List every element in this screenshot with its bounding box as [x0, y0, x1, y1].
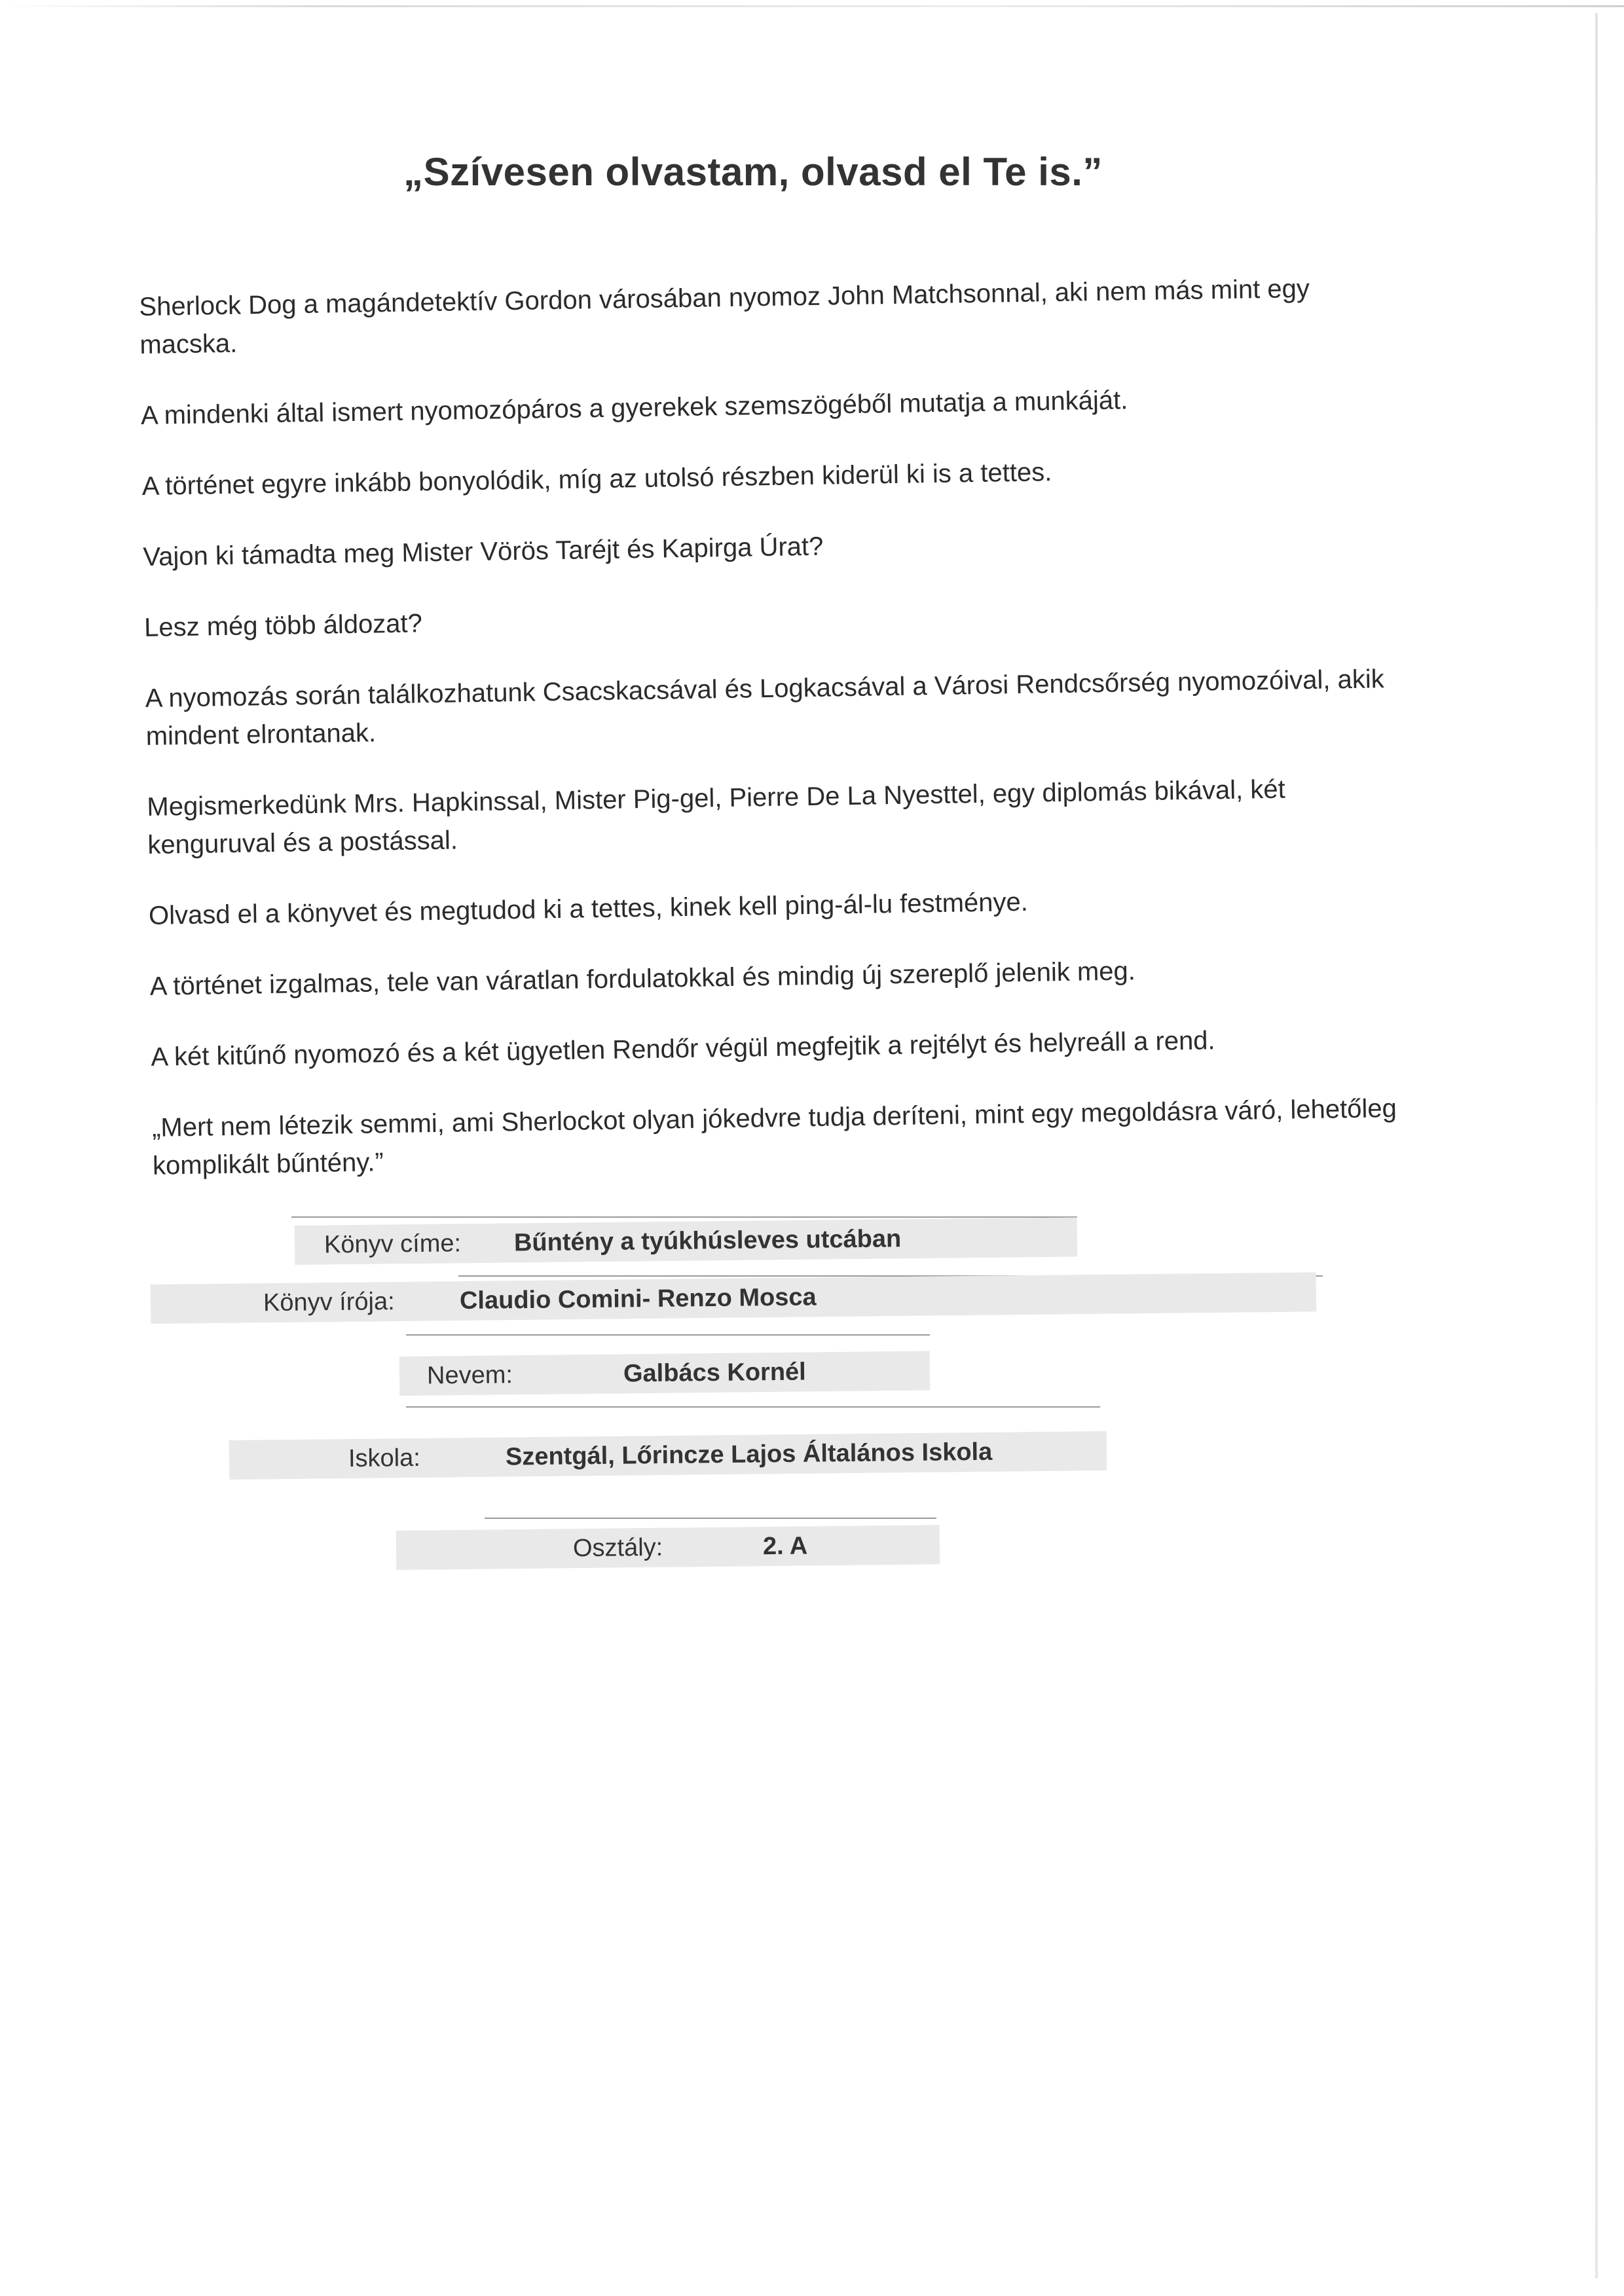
paragraph: Olvasd el a könyvet és megtudod ki a tettes, kinek kell ping-ál-lu festménye.	[148, 887, 1029, 930]
paragraph: A nyomozás során találkozhatunk Csacskacsával és Logkacsával a Városi Rendcsőrség nyomozóival, akik mindent elrontanak.	[145, 665, 1385, 751]
paragraph: Vajon ki támadta meg Mister Vörös Taréjt és Kapirga Úrat?	[143, 532, 824, 572]
class-label: Osztály:	[572, 1533, 663, 1562]
info-row-name	[399, 1351, 931, 1396]
info-row-school	[229, 1431, 1107, 1480]
school-label: Iskola:	[348, 1444, 421, 1472]
paragraph: Megismerkedünk Mrs. Hapkinssal, Mister Pig-gel, Pierre De La Nyesttel, egy diplomás bikával, két kenguruval és a postással.	[147, 774, 1286, 860]
book-title-label: Könyv címe:	[323, 1229, 462, 1259]
info-rule	[485, 1518, 936, 1519]
scan-edge-top	[0, 5, 1624, 7]
paragraph: A két kitűnő nyomozó és a két ügyetlen Rendőr végül megfejtik a rejtélyt és helyreáll a rend.	[151, 1026, 1215, 1072]
paragraph: A mindenki által ismert nyomozópáros a gyerekek szemszögéből mutatja a munkáját.	[140, 386, 1128, 430]
info-rule	[291, 1216, 1077, 1218]
book-title-value: Bűntény a tyúkhúsleves utcában	[513, 1224, 902, 1256]
name-value: Galbács Kornél	[623, 1358, 806, 1387]
review-body	[139, 268, 1411, 1218]
class-value: 2. A	[762, 1531, 808, 1560]
scan-edge-right	[1595, 13, 1598, 2278]
info-row-book-title	[295, 1217, 1078, 1265]
paragraph: Sherlock Dog a magándetektív Gordon városában nyomoz John Matchsonnal, aki nem más mint egy macska.	[139, 274, 1310, 359]
paragraph: „Mert nem létezik semmi, ami Sherlockot olyan jókedvre tudja deríteni, mint egy megoldásra váró, lehetőleg komplikált bűntény.”	[151, 1093, 1397, 1180]
info-row-author	[151, 1272, 1317, 1324]
paragraph: A történet izgalmas, tele van váratlan fordulatokkal és mindig új szereplő jelenik meg.	[149, 957, 1136, 1001]
name-label: Nevem:	[426, 1360, 513, 1390]
author-value: Claudio Comini- Renzo Mosca	[459, 1283, 817, 1315]
author-label: Könyv írója:	[263, 1287, 395, 1317]
page-title: „Szívesen olvastam, olvasd el Te is.”	[403, 150, 1103, 194]
info-rule	[406, 1406, 1100, 1408]
info-row-class	[396, 1525, 940, 1570]
paragraph: Lesz még több áldozat?	[143, 609, 423, 642]
school-value: Szentgál, Lőrincze Lajos Általános Iskola	[505, 1438, 993, 1471]
info-rule	[406, 1334, 930, 1336]
paragraph: A történet egyre inkább bonyolódik, míg az utolsó részben kiderül ki is a tettes.	[141, 458, 1052, 501]
